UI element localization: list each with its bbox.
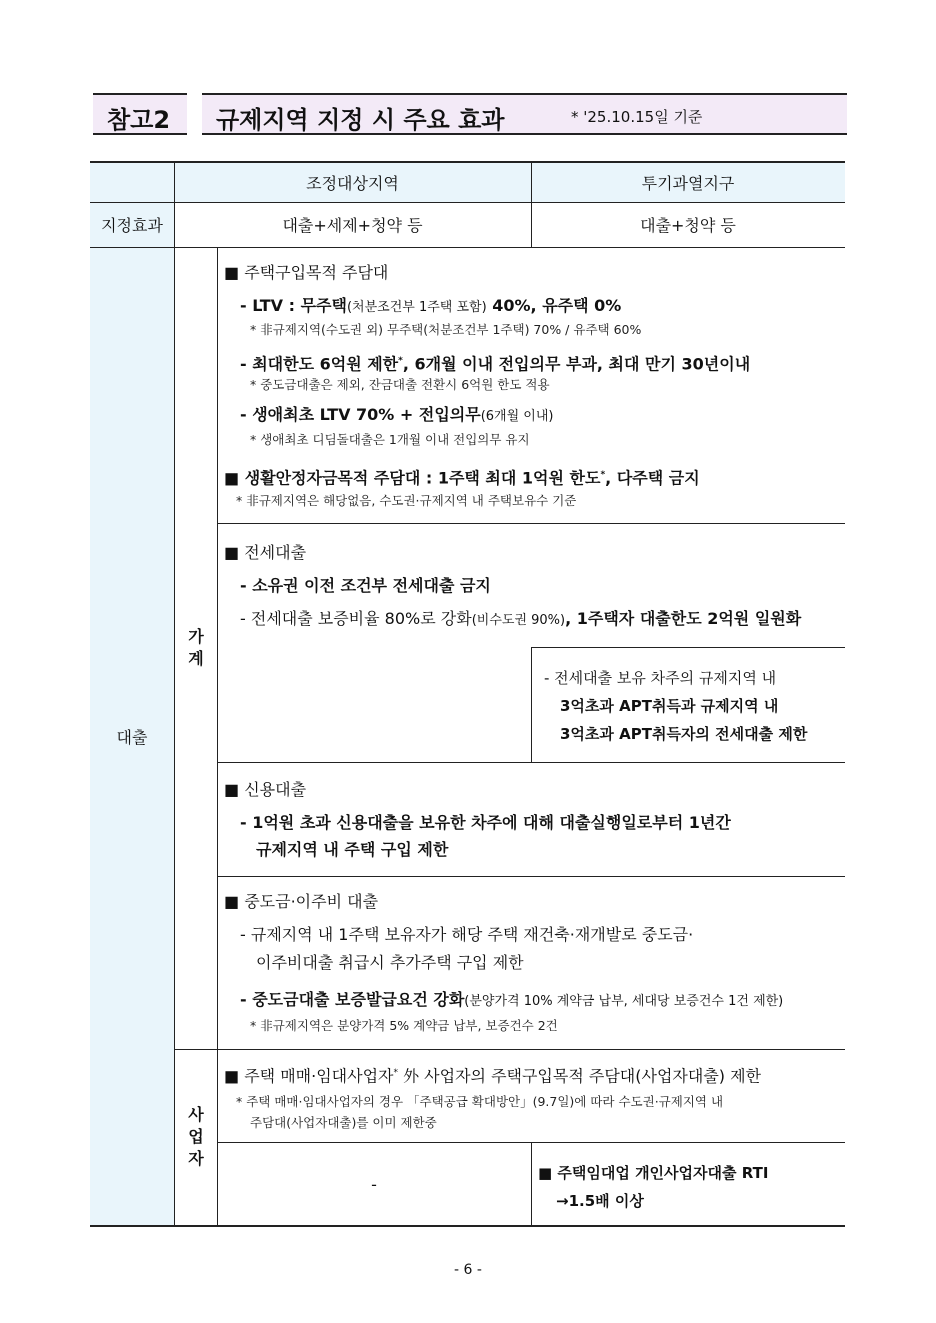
business-adjust-cell: - (371, 1174, 377, 1194)
jeonse-spec-line3: 3억초과 APT취득자의 전세대출 제한 (560, 725, 808, 743)
reference-badge: 참고2 (107, 106, 171, 134)
living-fund-note: * 非규제지역은 해당없음, 수도권·규제지역 내 주택보유수 기준 (236, 493, 577, 508)
jeonse-spec-line2: 3억초과 APT취득과 규제지역 내 (560, 697, 779, 715)
credit-line1: - 1억원 초과 신용대출을 보유한 차주에 대해 대출실행일로부터 1년간 (240, 813, 731, 832)
table-bottom-border (90, 1225, 845, 1227)
row-label-household: 가 계 (188, 627, 204, 668)
business-heading: ■ 주택 매매·임대사업자* 外 사업자의 주택구입목적 주담대(사업자대출) 제한 (224, 1066, 762, 1086)
jeonse-spec-line1: - 전세대출 보유 차주의 규제지역 내 (544, 669, 777, 687)
date-note: * '25.10.15일 기준 (571, 108, 703, 126)
living-fund-line: ■ 생활안정자금목적 주담대 : 1주택 최대 1억원 한도*, 다주택 금지 (224, 468, 700, 488)
jeonse-line1: - 소유권 이전 조건부 전세대출 금지 (240, 576, 491, 595)
row-divider (531, 647, 845, 648)
jeonse-heading: ■ 전세대출 (224, 543, 307, 562)
ltv-line: - LTV : 무주택(처분조건부 1주택 포함) 40%, 유주택 0% (240, 296, 622, 315)
row-label-effect: 지정효과 (101, 216, 163, 235)
limit-note: * 중도금대출은 제외, 잔금대출 전환시 6억원 한도 적용 (250, 377, 550, 392)
col-header-adjust-area: 조정대상지역 (306, 173, 399, 193)
row-divider (217, 876, 845, 877)
first-home-line: - 생애최초 LTV 70% + 전입의무(6개월 이내) (240, 405, 554, 424)
column-divider (531, 647, 532, 762)
interim-heading: ■ 중도금·이주비 대출 (224, 892, 379, 911)
row-divider (90, 247, 845, 248)
column-divider (217, 247, 218, 1226)
business-rti-line1: ■ 주택임대업 개인사업자대출 RTI (538, 1164, 769, 1182)
credit-line2: 규제지역 내 주택 구입 제한 (256, 840, 449, 859)
interim-line2: 이주비대출 취급시 추가주택 구입 제한 (256, 953, 524, 972)
row-divider (174, 1049, 845, 1050)
row-divider (217, 523, 845, 524)
page-number: - 6 - (454, 1262, 482, 1278)
ltv-note: * 非규제지역(수도권 외) 무주택(처분조건부 1주택) 70% / 유주택 60% (250, 322, 642, 337)
row-label-business: 사 업 자 (188, 1105, 204, 1168)
business-rti-line2: →1.5배 이상 (556, 1192, 644, 1210)
jeonse-line2: - 전세대출 보증비율 80%로 강화(비수도권 90%), 1주택자 대출한도 2억원 일원화 (240, 609, 802, 628)
interim-line3: - 중도금대출 보증발급요건 강화(분양가격 10% 계약금 납부, 세대당 보증건수 1건 제한) (240, 990, 784, 1009)
column-divider (531, 1142, 532, 1226)
row-label-loan: 대출 (116, 727, 148, 747)
effect-speculation-zone: 대출+청약 등 (640, 216, 736, 235)
effect-adjust-area: 대출+세제+청약 등 (282, 216, 423, 235)
col-header-speculation-zone: 투기과열지구 (641, 173, 735, 193)
business-note1: * 주택 매매·임대사업자의 경우 「주택공급 확대방안」(9.7일)에 따라 수도권·규제지역 내 (236, 1094, 724, 1109)
column-divider (174, 162, 175, 1226)
interim-line1: - 규제지역 내 1주택 보유자가 해당 주택 재건축·재개발로 중도금· (240, 925, 694, 944)
interim-note: * 非규제지역은 분양가격 5% 계약금 납부, 보증건수 2건 (250, 1018, 558, 1033)
business-note2: 주담대(사업자대출)를 이미 제한중 (250, 1115, 437, 1130)
first-home-note: * 생애최초 디딤돌대출은 1개월 이내 전입의무 유지 (250, 432, 530, 447)
page-title: 규제지역 지정 시 주요 효과 (216, 106, 505, 134)
mortgage-heading: ■ 주택구입목적 주담대 (224, 263, 389, 282)
limit-line: - 최대한도 6억원 제한*, 6개월 이내 전입의무 부과, 최대 만기 30년이내 (240, 354, 751, 374)
credit-heading: ■ 신용대출 (224, 780, 307, 799)
row-divider (217, 762, 845, 763)
